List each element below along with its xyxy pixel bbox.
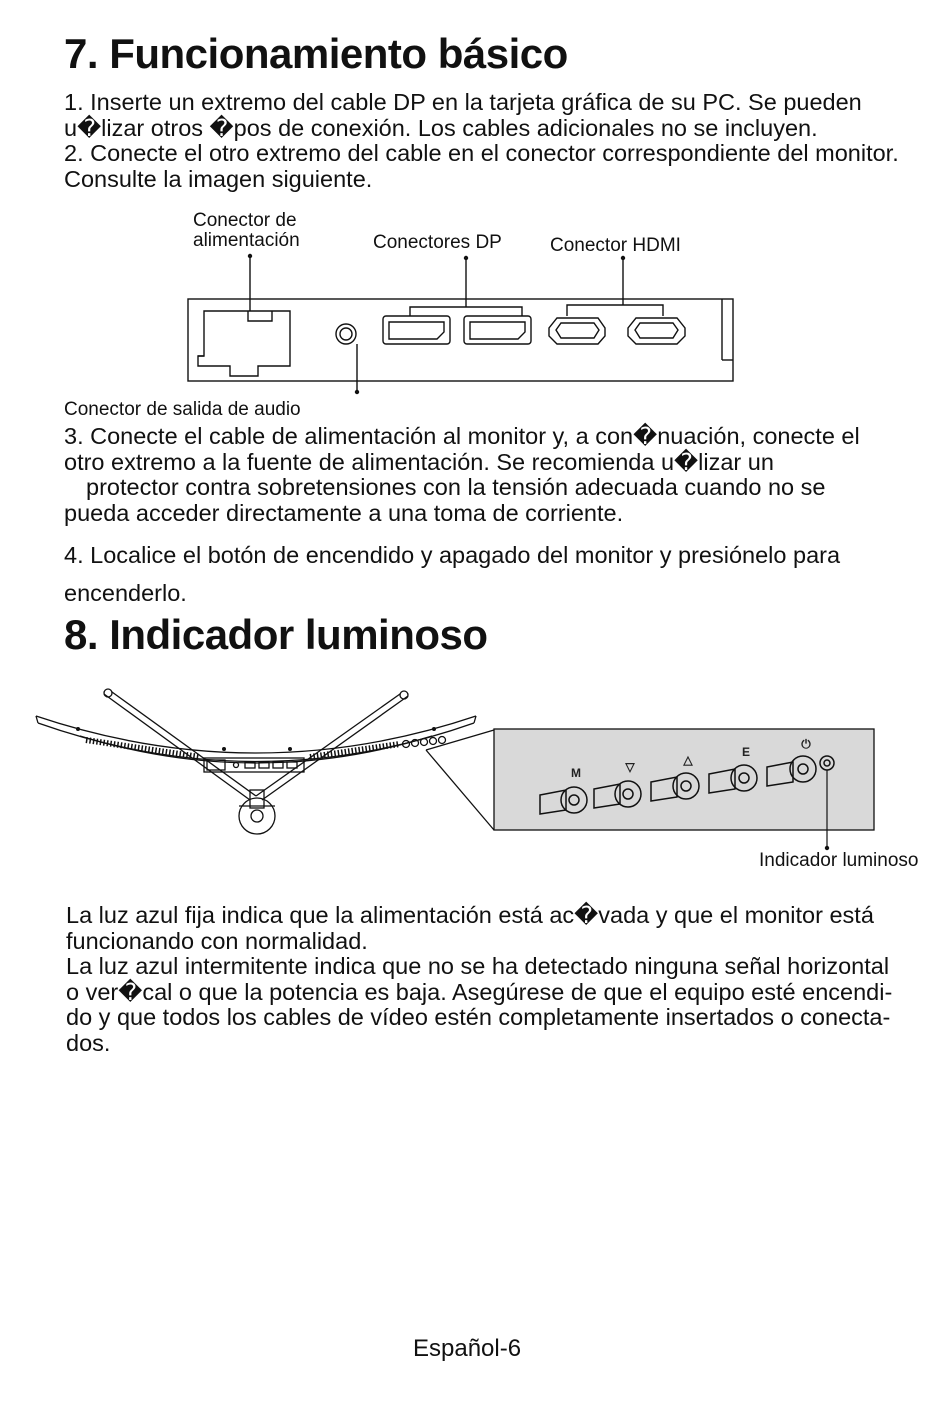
- step-4-line-2: encenderlo.: [64, 580, 187, 606]
- desc-line-6: dos.: [66, 1029, 111, 1056]
- desc-line-5: do y que todos los cables de vídeo estén completamente insertados o conecta-: [66, 1004, 891, 1030]
- step-4-line-1: 4. Localice el botón de encendido y apagado del monitor y presiónelo para: [64, 542, 841, 568]
- button-label-down: ▽: [625, 760, 635, 774]
- step-2-line-2: Consulte la imagen siguiente.: [64, 165, 373, 192]
- power-connector-label-line-2: alimentación: [193, 230, 300, 251]
- step-1-line-1: 1. Inserte un extremo del cable DP en la tarjeta gráfica de su PC. Se pueden: [64, 89, 862, 115]
- dp-connectors-label: Conectores DP: [373, 232, 502, 253]
- step-3-line-4: pueda acceder directamente a una toma de corriente.: [64, 499, 624, 526]
- audio-out-connector-label: Conector de salida de audio: [64, 399, 301, 420]
- hdmi-connector-label: Conector HDMI: [550, 235, 681, 256]
- power-connector-label-line-1: Conector de: [193, 210, 297, 231]
- indicator-light-label: Indicador luminoso: [759, 850, 919, 871]
- step-3-line-2: otro extremo a la fuente de alimentación. Se recomienda u�lizar un: [64, 448, 774, 475]
- desc-line-4: o ver�cal o que la potencia es baja. Asegúrese de que el equipo esté encendi-: [66, 978, 893, 1005]
- button-panel-callout: [494, 729, 874, 830]
- button-label-power: ⏻: [801, 737, 811, 751]
- desc-line-2: funcionando con normalidad.: [66, 927, 368, 954]
- step-1-line-2: u�lizar otros �pos de conexión. Los cables adicionales no se incluyen.: [64, 114, 818, 141]
- section-8-description: [66, 903, 892, 1056]
- section-7-title: 7. Funcionamiento básico: [64, 30, 568, 77]
- button-label-up: △: [683, 753, 693, 767]
- desc-line-1: La luz azul fija indica que la alimentación está ac�vada y que el monitor está: [66, 902, 874, 928]
- section-8-title: 8. Indicador luminoso: [64, 611, 488, 658]
- button-label-m: M: [571, 766, 581, 780]
- step-2-line-1: 2. Conecte el otro extremo del cable en el conector correspondiente del monitor.: [64, 140, 899, 166]
- desc-line-3: La luz azul intermitente indica que no se ha detectado ninguna señal horizontal: [66, 953, 890, 979]
- step-3-line-3: protector contra sobretensiones con la tensión adecuada cuando no se: [86, 474, 826, 500]
- button-label-e: E: [741, 745, 751, 759]
- monitor-bottom-view: [36, 689, 476, 834]
- page-number: Español-6: [413, 1335, 522, 1362]
- step-3-line-1: 3. Conecte el cable de alimentación al monitor y, a con�nuación, conecte el: [64, 423, 860, 449]
